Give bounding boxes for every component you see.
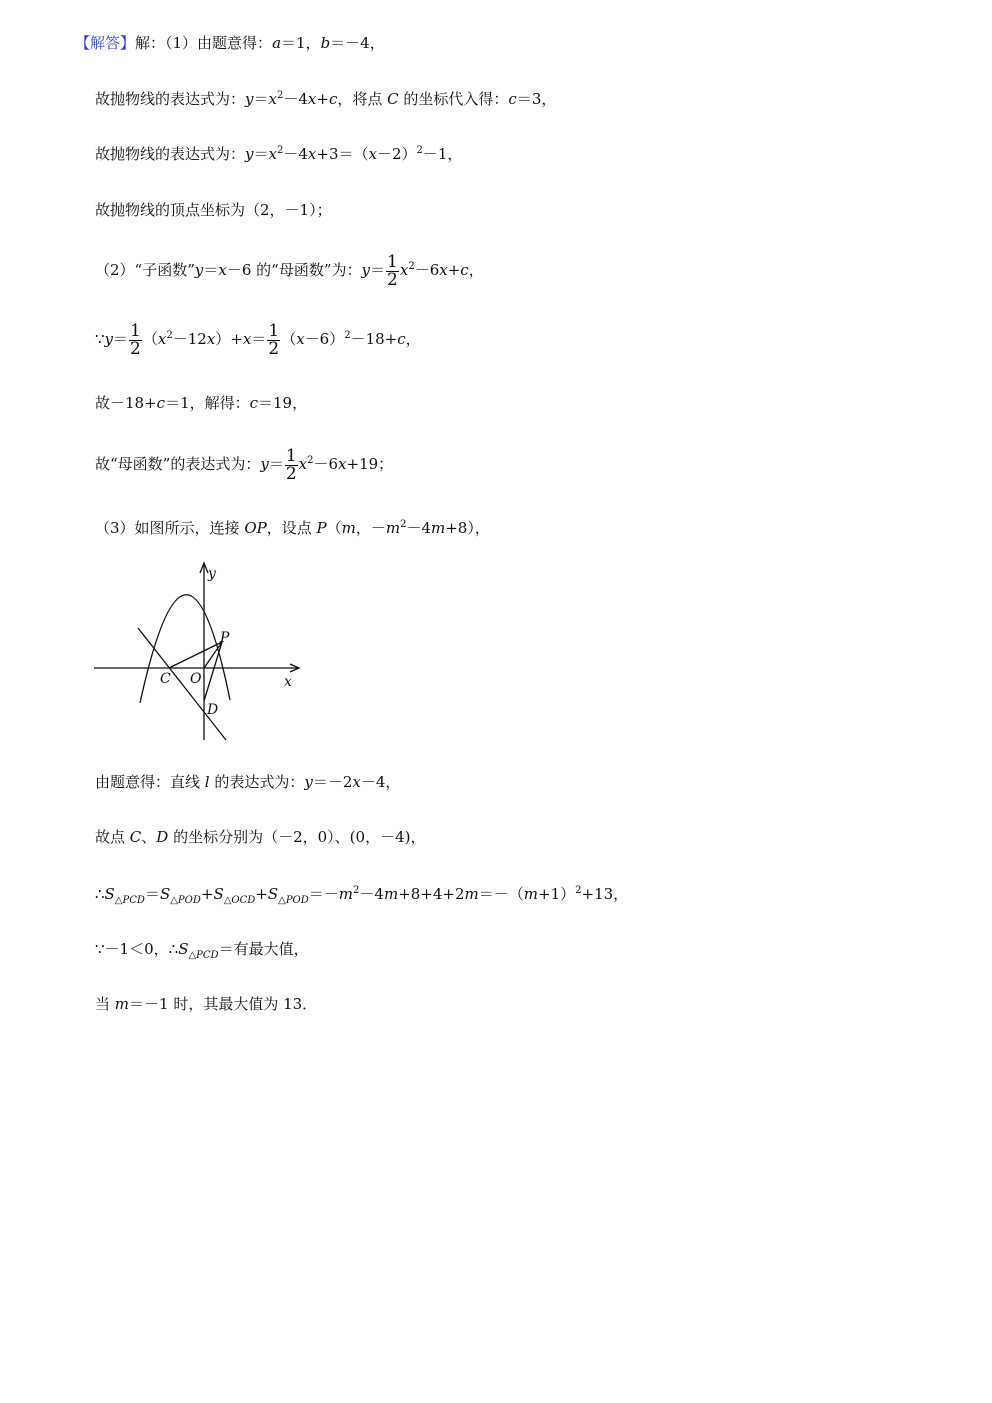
solution-line-5: （2）“子函数”y＝x－6 的“母函数”为：y＝ $\frac{1}{2}$ $x^2-6x+c$， <box>95 251 484 290</box>
solution-line-6: ∵y＝ $\frac{1}{2}$ $(x^2-12x)+x=$ $\frac{1}{2}$ $(x-6)^2-18+c$， <box>95 320 421 359</box>
label-P: P <box>220 630 230 646</box>
solution-line-1: 【解答】解：（1）由题意得：a＝1，b＝－4， <box>75 34 385 52</box>
solution-line-9: （3）如图所示，连接 OP，设点 P（m，$-m^2-4m+8$）， <box>95 519 490 537</box>
solution-line-8: 故“母函数”的表达式为：y＝ $\frac{1}{2}$ $x^2-6x+19$； <box>95 445 394 484</box>
solution-line-10: 由题意得：直线 l 的表达式为：y＝－2x－4， <box>95 773 401 791</box>
solution-line-2: 故抛物线的表达式为：$y=x^2-4x+c$，将点 C 的坐标代入得：c＝3， <box>95 90 557 108</box>
solution-line-14: 当 m＝－1 时，其最大值为 13． <box>95 995 318 1013</box>
fraction-one-half: $\frac{1}{2}$ <box>130 320 141 359</box>
solution-line-4: 故抛物线的顶点坐标为（2，－1）； <box>95 201 332 219</box>
parabola-figure <box>90 558 305 743</box>
solution-line-11: 故点 C、D 的坐标分别为（－2，0）、(0，－4)， <box>95 828 426 846</box>
label-D: D <box>207 702 219 718</box>
solution-line-12: $\therefore S_{\triangle PCD}=S_{\triangle POD}+S_{\triangle OCD}+S_{\triangle POD}=-m^2-4m+8+4+2m=-(m+1)^2+13$， <box>95 885 629 906</box>
fraction-one-half: $\frac{1}{2}$ <box>387 251 398 290</box>
line-l <box>138 628 226 740</box>
segment-CP <box>169 642 222 668</box>
label-y: y <box>208 566 216 582</box>
answer-tag: 【解答】 <box>75 34 136 52</box>
label-O: O <box>190 671 202 687</box>
segment-DP <box>204 642 222 701</box>
fraction-one-half: $\frac{1}{2}$ <box>268 320 280 359</box>
solution-line-3: 故抛物线的表达式为：$y=x^2-4x+3=(x-2)^2-1$， <box>95 145 463 163</box>
label-x: x <box>284 674 292 690</box>
fraction-one-half: $\frac{1}{2}$ <box>285 445 297 484</box>
solution-line-13: ∵－1＜0，$\therefore S_{\triangle PCD}=$有最大值， <box>95 940 309 961</box>
solution-line-7: 故－18+c＝1，解得：c＝19， <box>95 394 308 412</box>
label-C: C <box>160 671 171 687</box>
